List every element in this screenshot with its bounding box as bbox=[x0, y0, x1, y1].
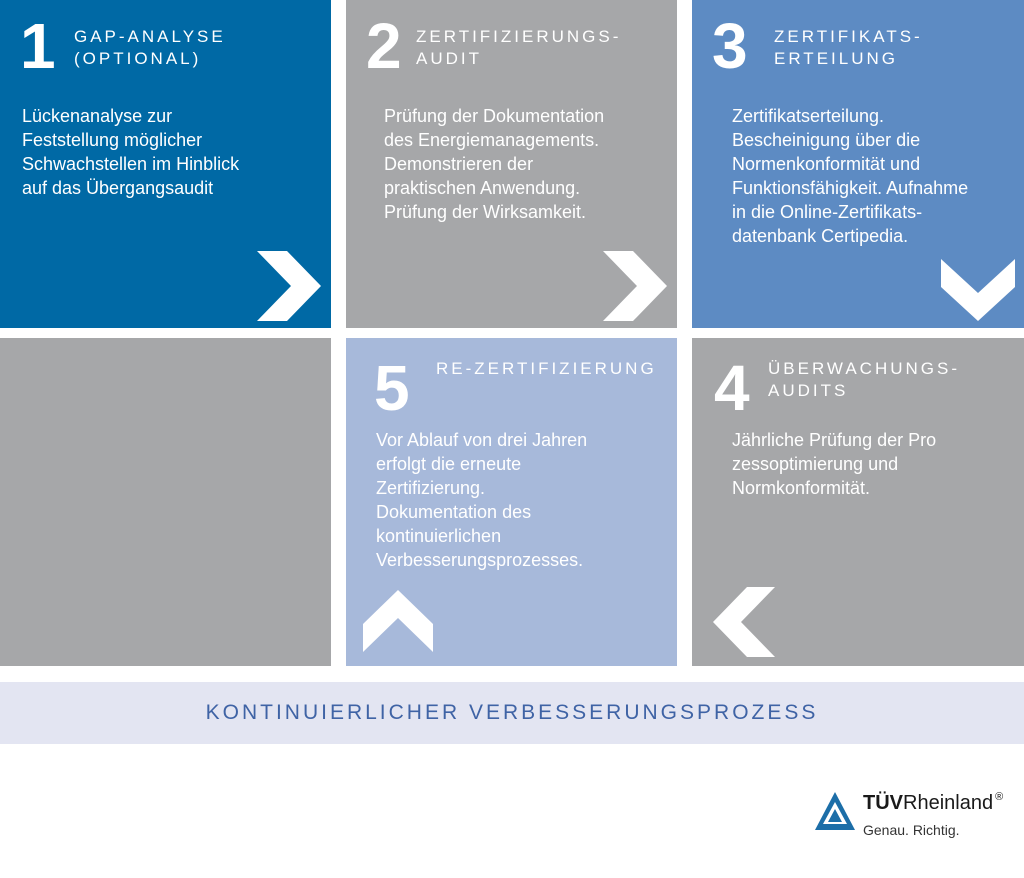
registered-mark: ® bbox=[995, 791, 1004, 803]
logo-wordmark bbox=[863, 792, 1003, 815]
step-number: 4 bbox=[714, 352, 750, 424]
logo-slogan: Genau. Richtig. bbox=[863, 822, 960, 838]
step-number: 2 bbox=[366, 10, 402, 82]
process-label: KONTINUIERLICHER VERBESSERUNGSPROZESS bbox=[205, 701, 819, 724]
step-description: Lückenanalyse zur Feststellung möglicher Schwachstellen im Hinblick auf das Übergangsaudit bbox=[22, 106, 240, 198]
step-number: 5 bbox=[374, 352, 410, 424]
step-1-tile bbox=[0, 0, 331, 328]
step-number: 3 bbox=[712, 10, 748, 82]
chevron-right-icon bbox=[603, 251, 667, 321]
empty-tile bbox=[0, 338, 331, 666]
chevron-down-icon bbox=[941, 259, 1015, 321]
step-description: Prüfung der Dokumentation des Energiemanagements. Demonstrieren der praktischen Anwendung. Prüfung der Wirksamkeit. bbox=[384, 106, 605, 222]
chevron-up-icon bbox=[363, 590, 433, 652]
logo-brand-regular: Rheinland bbox=[903, 792, 994, 814]
step-5-tile bbox=[346, 338, 677, 666]
step-title: RE-ZERTIFIZIERUNG bbox=[436, 359, 657, 378]
step-description: Vor Ablauf von drei Jahren erfolgt die erneute Zertifizierung. Dokumentation des kontinuierlichen Verbesserungsprozesses. bbox=[376, 430, 588, 570]
step-title: ZERTIFIZIERUNGS- AUDIT bbox=[416, 27, 622, 68]
tuv-rheinland-logo bbox=[815, 790, 1015, 850]
chevron-left-icon bbox=[713, 587, 775, 657]
step-4-tile bbox=[692, 338, 1024, 666]
step-2-tile bbox=[346, 0, 677, 328]
step-title: GAP-ANALYSE (OPTIONAL) bbox=[74, 27, 226, 68]
footer-band bbox=[0, 682, 1024, 744]
logo-brand-bold: TÜV bbox=[863, 792, 903, 814]
step-description: Jährliche Prüfung der Pro zessoptimierung und Normkonformität. bbox=[732, 430, 937, 498]
step-3-tile bbox=[692, 0, 1024, 328]
step-description: Zertifikatserteilung. Bescheinigung über die Normenkonformität und Funktionsfähigkeit. Aufnahme in die Online-Zertifikats- datenbank Certipedia. bbox=[732, 106, 969, 246]
tuv-triangle-icon bbox=[815, 792, 855, 835]
step-number: 1 bbox=[20, 10, 56, 82]
chevron-right-icon bbox=[257, 251, 321, 321]
step-title: ÜBERWACHUNGS- AUDITS bbox=[768, 359, 961, 400]
step-title: ZERTIFIKATS- ERTEILUNG bbox=[774, 27, 923, 68]
